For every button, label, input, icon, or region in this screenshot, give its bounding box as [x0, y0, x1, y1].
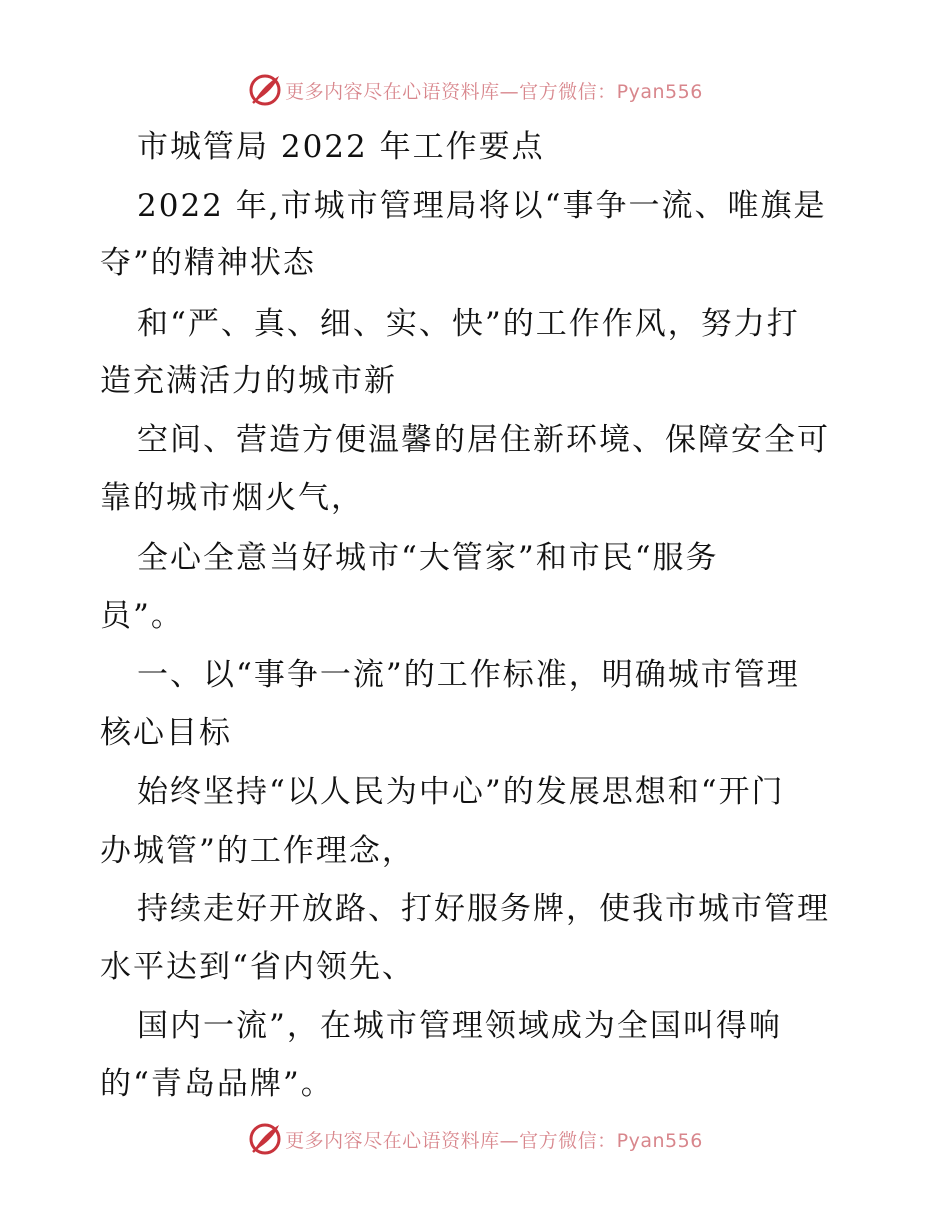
feather-pen-logo-icon: [247, 72, 283, 108]
paragraph-line: 造充满活力的城市新: [100, 363, 397, 399]
section-heading: 核心目标: [100, 715, 232, 751]
paragraph-line: 靠的城市烟火气，: [100, 480, 364, 516]
section-heading: 一、以“事争一流”的工作标准，明确城市管理: [137, 657, 800, 693]
document-title: 市城管局 2022 年工作要点: [137, 129, 545, 165]
paragraph-line: 2022 年,市城市管理局将以“事争一流、唯旗是: [137, 188, 827, 224]
watermark-text: 更多内容尽在心语资料库—官方微信：Pyan556: [285, 1129, 703, 1152]
paragraph-line: 和“严、真、细、实、快”的工作作风，努力打: [137, 306, 800, 342]
paragraph-line: 的“青岛品牌”。: [100, 1066, 334, 1102]
paragraph-line: 持续走好开放路、打好服务牌，使我市城市管理: [137, 891, 830, 927]
paragraph-line: 全心全意当好城市“大管家”和市民“服务: [137, 540, 719, 576]
footer-watermark: [0, 1121, 950, 1157]
paragraph-line: 员”。: [100, 598, 184, 634]
paragraph-line: 始终坚持“以人民为中心”的发展思想和“开门: [137, 774, 785, 810]
paragraph-line: 水平达到“省内领先、: [100, 949, 415, 985]
feather-pen-logo-icon: [247, 1121, 283, 1157]
paragraph-line: 夺”的精神状态: [100, 245, 316, 281]
paragraph-line: 国内一流”，在城市管理领域成为全国叫得响: [137, 1008, 782, 1044]
watermark-text: 更多内容尽在心语资料库—官方微信：Pyan556: [285, 80, 703, 103]
paragraph-line: 办城管”的工作理念，: [100, 833, 415, 869]
paragraph-line: 空间、营造方便温馨的居住新环境、保障安全可: [137, 422, 830, 458]
header-watermark: [0, 72, 950, 108]
